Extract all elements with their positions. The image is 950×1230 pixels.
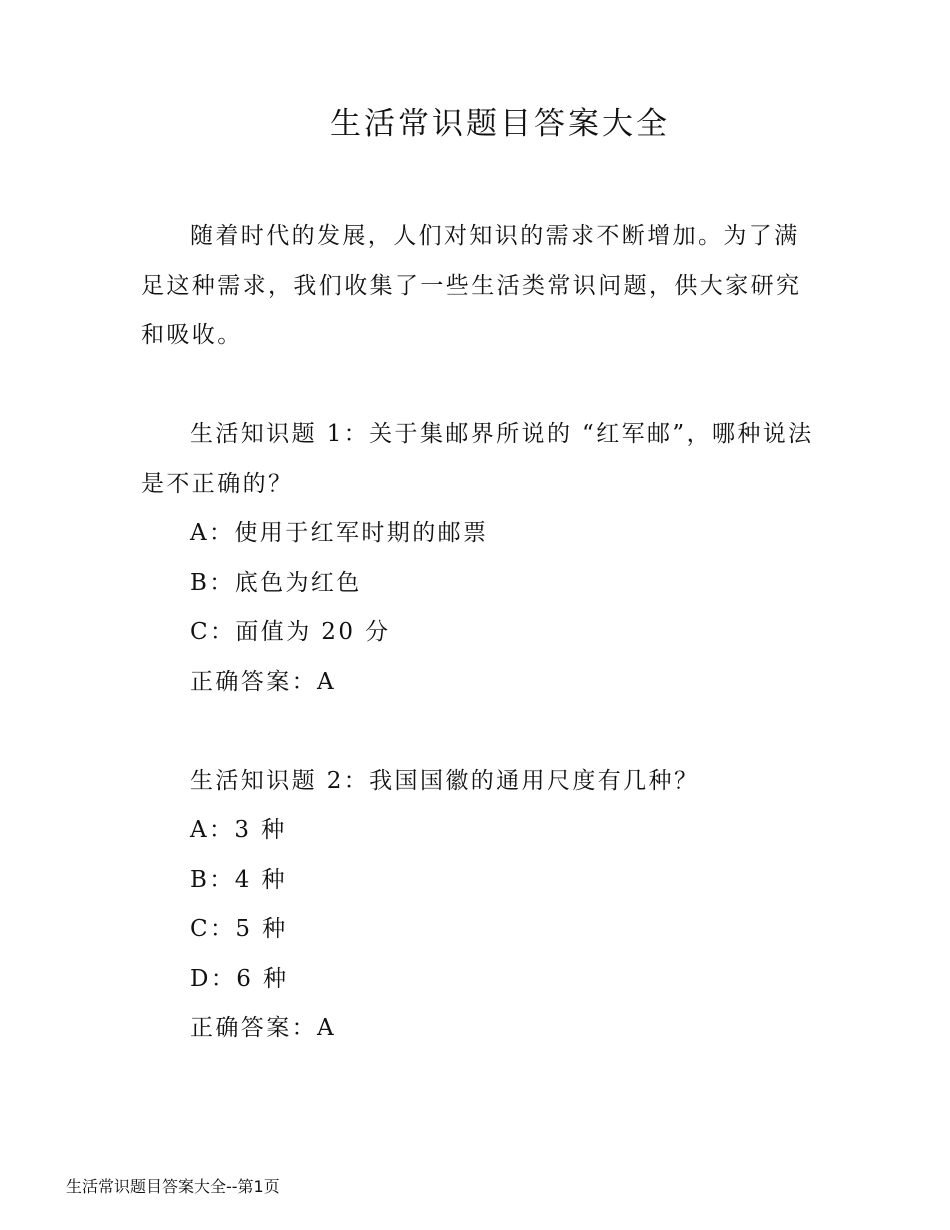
question-1-answer: 正确答案：A <box>190 669 337 695</box>
intro-paragraph: 随着时代的发展，人们对知识的需求不断增加。为了满足这种需求，我们收集了一些生活类常识问题，供大家研究和吸收。 <box>141 223 802 348</box>
question-1-option-a: A：使用于红军时期的邮票 <box>190 520 489 546</box>
question-1-option-b: B：底色为红色 <box>190 570 362 596</box>
question-1-option-c: C：面值为 20 分 <box>190 619 391 645</box>
question-2-option-d: D：6 种 <box>190 966 289 992</box>
page-footer: 生活常识题目答案大全--第1页 <box>66 1177 280 1196</box>
question-2-answer: 正确答案：A <box>190 1015 337 1041</box>
question-2-option-c: C：5 种 <box>190 916 288 942</box>
question-1-text: 生活知识题 1：关于集邮界所说的 “红军邮”，哪种说法是不正确的？ <box>141 421 814 497</box>
question-2-option-a: A：3 种 <box>190 817 287 843</box>
question-2-option-b: B：4 种 <box>190 867 287 893</box>
page-title: 生活常识题目答案大全 <box>330 106 670 142</box>
question-2-text: 生活知识题 2：我国国徽的通用尺度有几种？ <box>190 768 700 794</box>
